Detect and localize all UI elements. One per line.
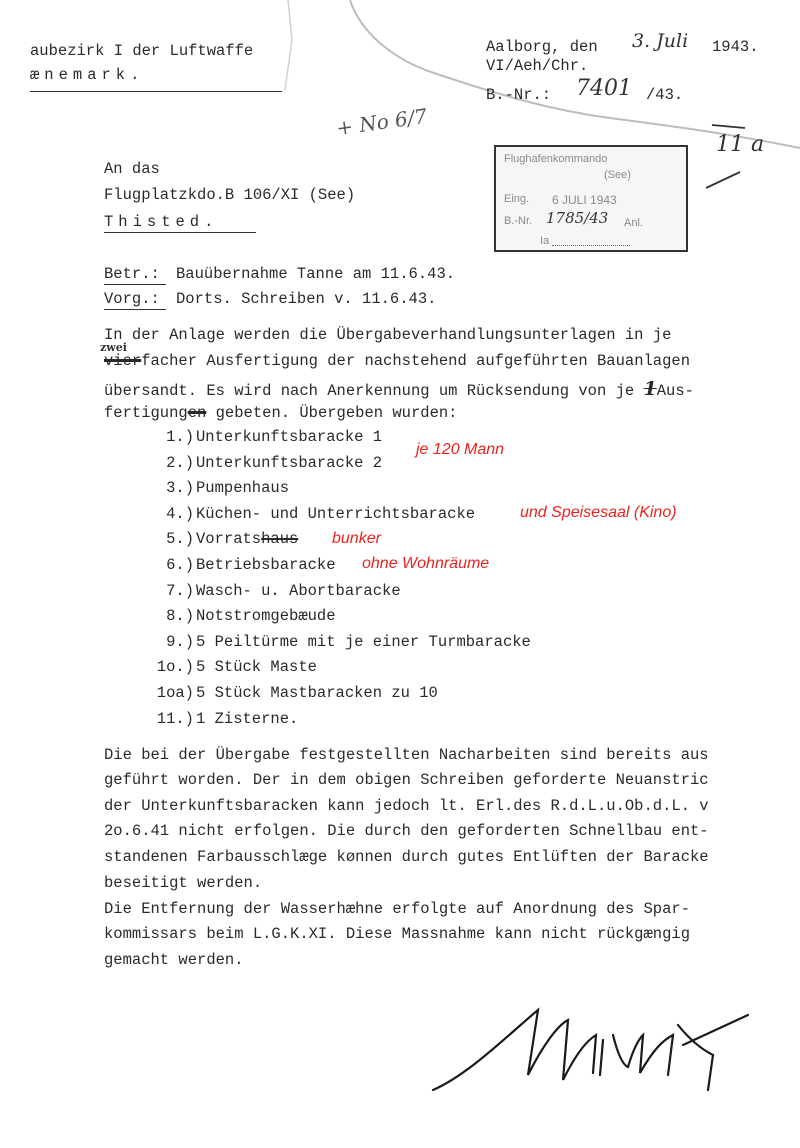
- body-p1-line3: [104, 380, 694, 400]
- b-nr-suffix: /43.: [646, 86, 684, 104]
- item-number: 8.): [166, 607, 194, 626]
- item-number: 1.): [166, 428, 194, 446]
- stamp-line2: (See): [604, 169, 631, 181]
- body-p1-line3a: übersandt. Es wird nach Anerkennung um Rücksendung von je: [104, 382, 635, 400]
- handwritten-signature: [428, 995, 758, 1105]
- stamp-bnr-label: B.-Nr.: [504, 215, 533, 227]
- received-stamp: [494, 145, 688, 252]
- item-text: 5 Stück Mastbaracken zu 10: [196, 683, 438, 702]
- stamp-anl-label: Anl.: [624, 217, 643, 229]
- item-text: 5 Peiltürme mit je einer Turmbaracke: [196, 632, 531, 651]
- vorg-text: Dorts. Schreiben v. 11.6.43.: [176, 290, 437, 308]
- item-number: 1o.): [156, 658, 194, 677]
- item-text: 5 Stück Maste: [196, 658, 317, 677]
- closing-line6: beseitigt werden.: [104, 874, 263, 892]
- address-line2: Flugplatzkdo.B 106/XI (See): [104, 186, 356, 204]
- closing-line2: geführt worden. Der in dem obigen Schreiben geforderte Neuanstric: [104, 771, 709, 789]
- item-number: 4.): [166, 504, 194, 523]
- stamp-line1: Flughafenkommando: [504, 153, 608, 165]
- handwritten-insert-zwei: zwei: [100, 341, 127, 354]
- item-number: 9.): [166, 632, 194, 651]
- item-number: 1oa): [156, 683, 194, 702]
- betr-underline: [104, 284, 166, 285]
- item-text-main: Vorrats: [196, 530, 262, 549]
- vorg-label: Vorg.:: [104, 290, 160, 308]
- date-handwritten: 3. Juli: [632, 30, 689, 52]
- handwritten-plus-note: + No 6/7: [334, 103, 429, 141]
- closing-line9: gemacht werden.: [104, 951, 244, 969]
- item-text: [196, 530, 298, 548]
- struck-haus: haus: [261, 530, 299, 549]
- item-number: 5.): [166, 530, 194, 549]
- handwritten-bracket-mark: [700, 120, 770, 190]
- closing-line5: standenen Farbausschlæge kønnen durch gutes Entlüften der Baracke: [104, 848, 709, 866]
- annotation-je-120-mann: je 120 Mann: [416, 441, 505, 458]
- stamp-line4: Ia: [540, 235, 550, 247]
- stamp-dotted-line: [552, 245, 630, 246]
- item-text: 1 Zisterne.: [196, 709, 299, 728]
- closing-line3: der Unterkunftsbaracken kann jedoch lt. Erl.des R.d.L.u.Ob.d.L. v: [104, 797, 709, 815]
- handwritten-top-right: 11 a: [716, 132, 765, 157]
- stamp-eing-date: 6 JULI 1943: [552, 193, 617, 207]
- vorg-underline: [104, 309, 166, 310]
- reference: VI/Aeh/Chr.: [486, 57, 589, 75]
- annotation-bunker: bunker: [332, 530, 381, 547]
- item-number: 7.): [166, 581, 194, 600]
- body-p1-line4b: gebeten. Übergeben wurden:: [206, 404, 458, 422]
- body-p1-line4: [104, 404, 457, 422]
- item-text: Wasch- u. Abortbaracke: [196, 581, 401, 600]
- address-underline: [104, 232, 256, 233]
- letterhead-line2: ænemark.: [30, 66, 145, 84]
- body-p1-line2: [104, 352, 690, 370]
- b-nr-label: B.-Nr.:: [486, 86, 552, 104]
- handwritten-one: 1: [643, 378, 657, 400]
- body-p1-line4a: fertigung: [104, 404, 188, 422]
- item-text: Küchen- und Unterrichtsbaracke: [196, 504, 476, 523]
- b-nr-handwritten: 7401: [576, 76, 632, 101]
- betr-label: Betr.:: [104, 265, 160, 283]
- closing-line7: Die Entfernung der Wasserhæhne erfolgte auf Anordnung des Spar-: [104, 900, 690, 918]
- body-p1-line2-rest: facher Ausfertigung der nachstehend aufgeführten Bauanlagen: [141, 352, 691, 370]
- address-line1: An das: [104, 160, 160, 178]
- struck-en: en: [187, 404, 207, 422]
- item-text: Notstromgebæude: [196, 607, 336, 626]
- letterhead-line1: aubezirk I der Luftwaffe: [30, 42, 254, 60]
- stamp-eing-label: Eing.: [504, 193, 530, 205]
- item-text: Pumpenhaus: [196, 479, 290, 498]
- struck-vier: vier: [104, 352, 142, 370]
- place-date: Aalborg, den: [486, 38, 598, 56]
- closing-line1: Die bei der Übergabe festgestellten Nacharbeiten sind bereits aus: [104, 746, 709, 764]
- item-text: Unterkunftsbaracke 1: [196, 428, 383, 446]
- betr-text: Bauübernahme Tanne am 11.6.43.: [176, 265, 456, 283]
- letterhead-underline: [30, 91, 282, 92]
- date-year: 1943.: [712, 38, 759, 56]
- item-number: 2.): [166, 453, 194, 472]
- body-p1-line1: In der Anlage werden die Übergabeverhandlungsunterlagen in je: [104, 326, 672, 344]
- annotation-speisesaal: und Speisesaal (Kino): [520, 504, 677, 521]
- item-number: 3.): [166, 479, 194, 498]
- address-line3: Thisted.: [104, 213, 219, 231]
- item-number: 6.): [166, 555, 194, 574]
- item-text: Unterkunftsbaracke 2: [196, 453, 383, 472]
- closing-line4: 2o.6.41 nicht erfolgen. Die durch den geforderten Schnellbau ent-: [104, 822, 709, 840]
- stamp-bnr-handwritten: 1785/43: [546, 209, 609, 227]
- annotation-ohne-wohnraeume: ohne Wohnräume: [362, 555, 490, 572]
- item-text: Betriebsbaracke: [196, 555, 336, 574]
- closing-line8: kommissars beim L.G.K.XI. Diese Massnahme kann nicht rückgængig: [104, 925, 690, 943]
- item-number: 11.): [156, 709, 194, 728]
- body-p1-line3b: Aus-: [656, 382, 694, 400]
